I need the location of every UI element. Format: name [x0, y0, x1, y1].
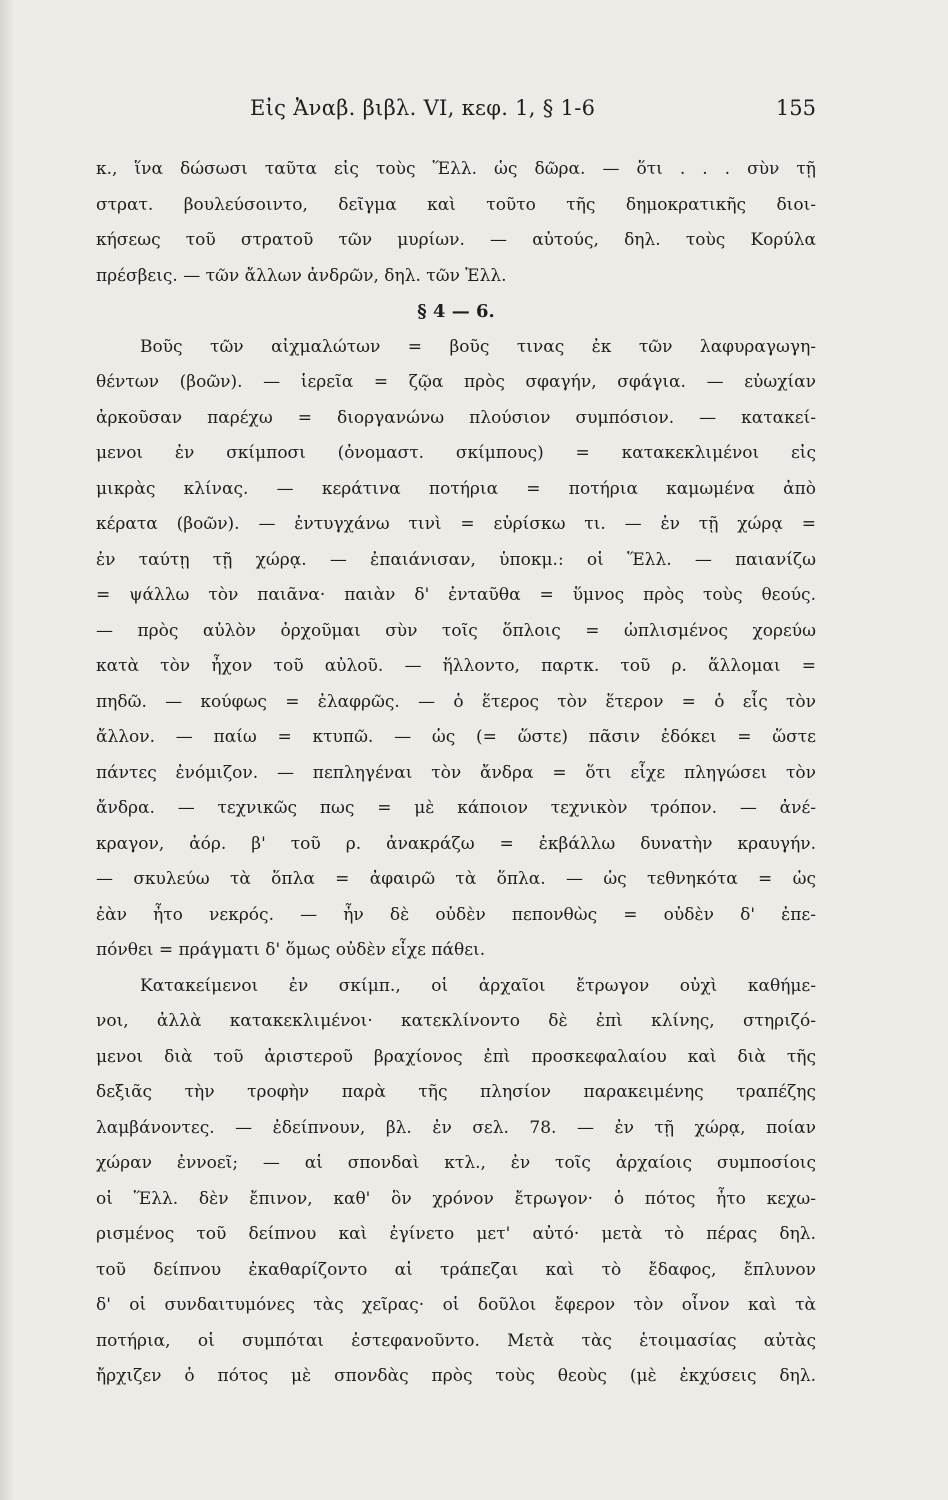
text-line: κατὰ τὸν ἦχον τοῦ αὐλοῦ. — ἥλλοντο, παρτκ. τοῦ ρ. ἅλλομαι = [96, 656, 816, 676]
text-line: δ' οἱ συνδαιτυμόνες τὰς χεῖρας· οἱ δοῦλοι ἔφερον τὸν οἶνον καὶ τὰ [96, 1295, 816, 1315]
text-line: ἀρκοῦσαν παρέχω = διοργανώνω πλούσιον συμπόσιον. — κατακεί- [96, 407, 816, 428]
text-line: — πρὸς αὐλὸν ὀρχοῦμαι σὺν τοῖς ὅπλοις = ὡπλισμένος χορεύω [96, 620, 816, 641]
text-line: κέρατα (βοῶν). — ἐντυγχάνω τινὶ = εὑρίσκω τι. — ἐν τῇ χώρᾳ = [96, 514, 816, 534]
page-number: 155 [775, 96, 816, 120]
text-line: ἄλλον. — παίω = κτυπῶ. — ὡς (= ὥστε) πᾶσιν ἐδόκει = ὥστε [96, 727, 816, 747]
text-line: μικρὰς κλίνας. — κεράτινα ποτήρια = ποτήρια καμωμένα ἀπὸ [96, 478, 816, 499]
text-line: — σκυλεύω τὰ ὅπλα = ἀφαιρῶ τὰ ὅπλα. — ὡς τεθνηκότα = ὡς [96, 869, 816, 889]
text-line: στρατ. βουλεύσοιντο, δεῖγμα καὶ τοῦτο τῆς δημοκρατικῆς διοι- [96, 194, 816, 215]
text-line: πρέσβεις. — τῶν ἄλλων ἀνδρῶν, δηλ. τῶν Ἑλλ. [96, 265, 507, 286]
text-line: θέντων (βοῶν). — ἱερεῖα = ζῷα πρὸς σφαγήν, σφάγια. — εὐωχίαν [96, 372, 816, 392]
text-line: λαμβάνοντες. — ἐδείπνουν, βλ. ἐν σελ. 78. — ἐν τῇ χώρᾳ, ποίαν [96, 1117, 816, 1138]
section-heading: § 4 — 6. [417, 301, 495, 322]
text-line: δεξιᾶς τὴν τροφὴν παρὰ τῆς πλησίον παρακειμένης τραπέζης [96, 1082, 816, 1102]
text-line: πόνθει = πράγματι δ' ὅμως οὐδὲν εἶχε πάθει. [96, 940, 486, 960]
text-line: χώραν ἐννοεῖ; — αἱ σπονδαὶ κτλ., ἐν τοῖς ἀρχαίοις συμποσίοις [96, 1153, 816, 1173]
text-line: Βοῦς τῶν αἰχμαλώτων = βοῦς τινας ἐκ τῶν λαφυραγωγη- [140, 336, 816, 357]
page-edge-shadow [0, 0, 14, 1500]
text-line: κ., ἵνα δώσωσι ταῦτα εἰς τοὺς Ἕλλ. ὡς δῶρα. — ὅτι . . . σὺν τῇ [96, 159, 816, 179]
text-line: νοι, ἀλλὰ κατακεκλιμένοι· κατεκλίνοντο δὲ ἐπὶ κλίνης, στηριζό- [96, 1011, 816, 1031]
text-line: μενοι ἐν σκίμποσι (ὀνομαστ. σκίμπους) = κατακεκλιμένοι εἰς [96, 443, 816, 463]
text-line: κραγον, ἀόρ. β' τοῦ ρ. ἀνακράζω = ἐκβάλλω δυνατὴν κραυγήν. [96, 833, 816, 854]
text-line: ἐὰν ἦτο νεκρός. — ἦν δὲ οὐδὲν πεπονθὼς = οὐδὲν δ' ἐπε- [96, 904, 816, 925]
running-head: Εἰς Ἀναβ. βιβλ. VI, κεφ. 1, § 1-6 [250, 96, 596, 120]
text-line: Κατακείμενοι ἐν σκίμπ., οἱ ἀρχαῖοι ἔτρωγον οὐχὶ καθήμε- [140, 975, 816, 996]
text-line: = ψάλλω τὸν παιᾶνα· παιὰν δ' ἐνταῦθα = ὕμνος πρὸς τοὺς θεούς. [96, 585, 816, 605]
text-line: μενοι διὰ τοῦ ἀριστεροῦ βραχίονος ἐπὶ προσκεφαλαίου καὶ διὰ τῆς [96, 1046, 816, 1067]
page-header [96, 96, 816, 130]
text-line: τοῦ δείπνου ἐκαθαρίζοντο αἱ τράπεζαι καὶ τὸ ἔδαφος, ἔπλυνον [96, 1259, 816, 1280]
text-line: πηδῶ. — κούφως = ἐλαφρῶς. — ὁ ἕτερος τὸν ἕτερον = ὁ εἷς τὸν [96, 691, 816, 712]
body-text [96, 152, 816, 1395]
text-line: ἄνδρα. — τεχνικῶς πως = μὲ κάποιον τεχνικὸν τρόπον. — ἀνέ- [96, 798, 816, 818]
text-line: κήσεως τοῦ στρατοῦ τῶν μυρίων. — αὐτούς, δηλ. τοὺς Κορύλα [96, 230, 816, 250]
text-line: πάντες ἐνόμιζον. — πεπληγέναι τὸν ἄνδρα = ὅτι εἶχε πληγώσει τὸν [96, 762, 816, 783]
text-line: ποτήρια, οἱ συμπόται ἐστεφανοῦντο. Μετὰ τὰς ἑτοιμασίας αὐτὰς [96, 1330, 816, 1351]
text-line: οἱ Ἕλλ. δὲν ἔπινον, καθ' ὃν χρόνον ἔτρωγον· ὁ πότος ἦτο κεχω- [96, 1188, 816, 1209]
text-line: ρισμένος τοῦ δείπνου καὶ ἐγίνετο μετ' αὐτό· μετὰ τὸ πέρας δηλ. [96, 1224, 816, 1244]
text-line: ἐν ταύτῃ τῇ χώρᾳ. — ἐπαιάνισαν, ὑποκμ.: οἱ Ἕλλ. — παιανίζω [96, 549, 816, 570]
text-line: ἤρχιζεν ὁ πότος μὲ σπονδὰς πρὸς τοὺς θεοὺς (μὲ ἐκχύσεις δηλ. [96, 1366, 816, 1386]
